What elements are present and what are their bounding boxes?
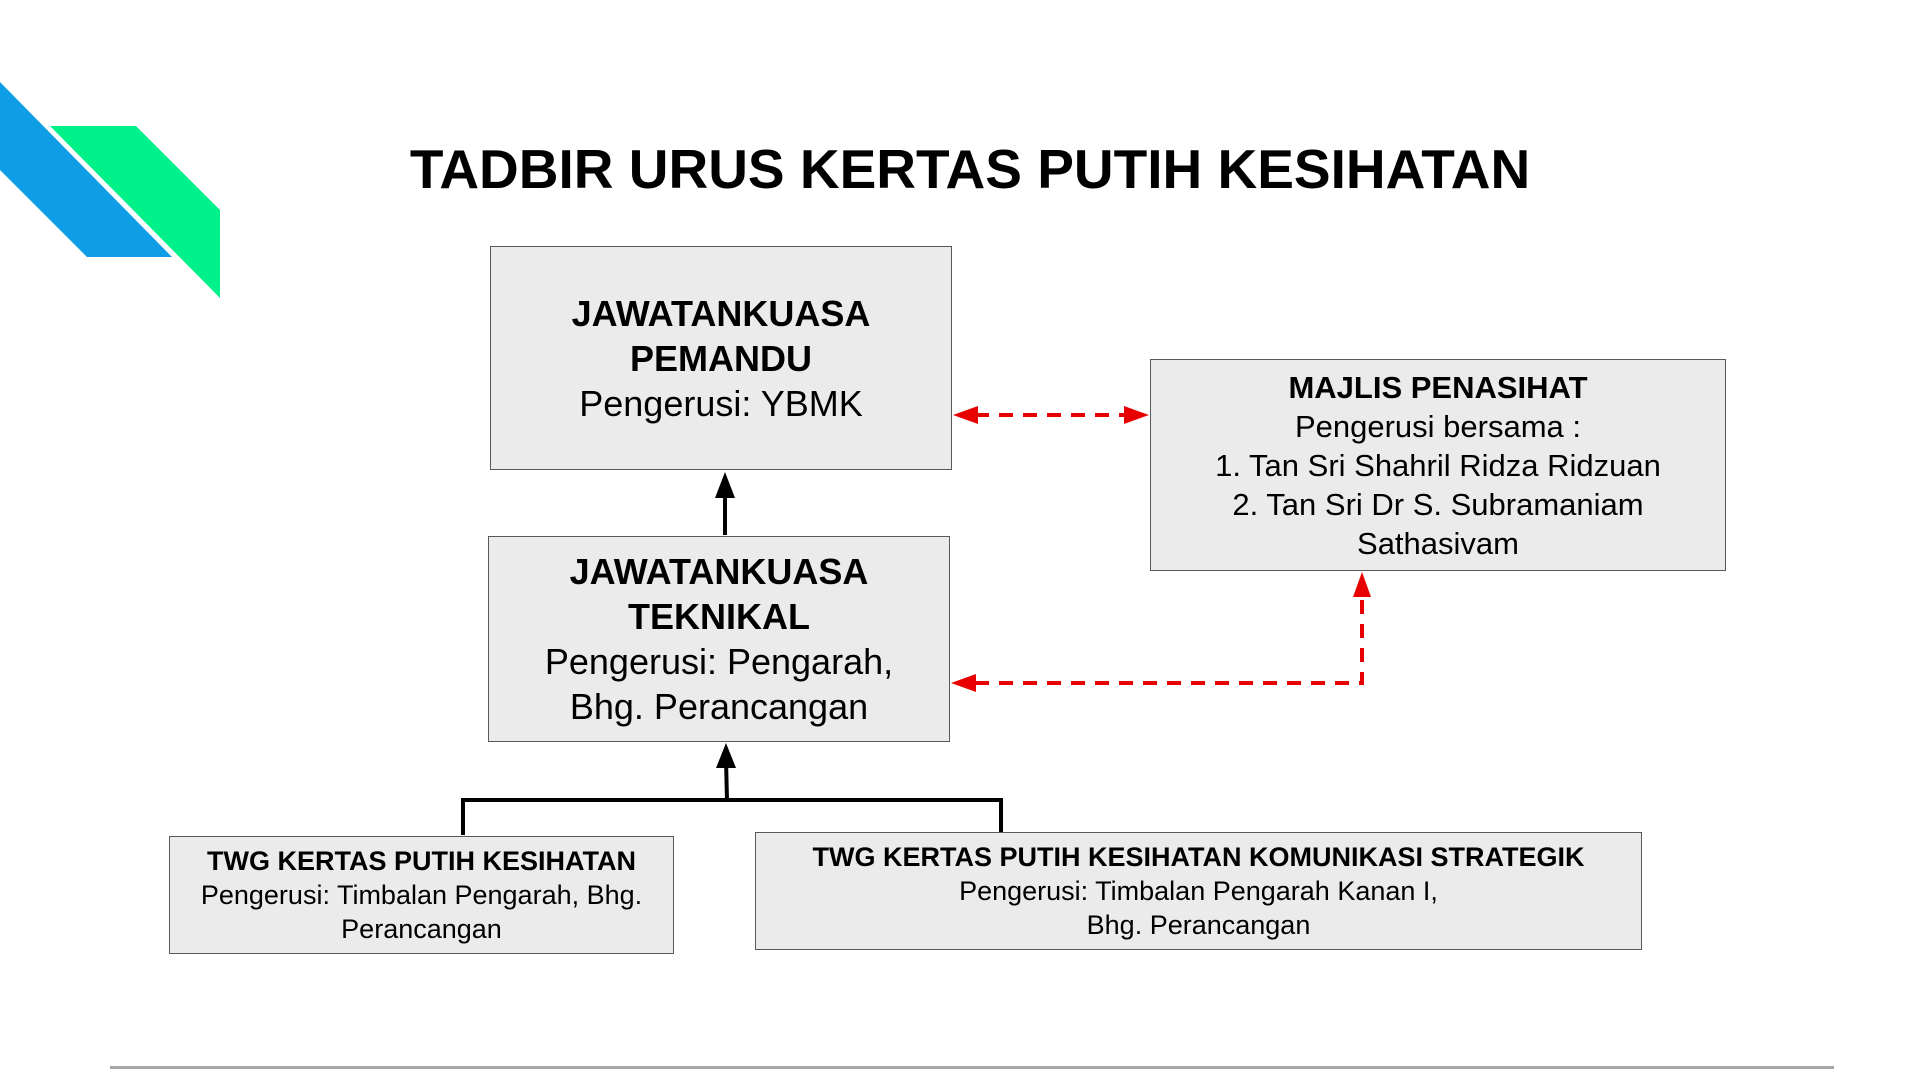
twg-health-box bbox=[169, 836, 674, 954]
footer-divider bbox=[110, 1066, 1834, 1069]
steering-committee-chair: Pengerusi: YBMK bbox=[579, 382, 863, 424]
twg-health-heading: TWG KERTAS PUTIH KESIHATAN bbox=[207, 846, 636, 876]
steering-committee-heading: JAWATANKUASA PEMANDU bbox=[571, 292, 871, 379]
twg-comms-chair-line2: Bhg. Perancangan bbox=[1086, 910, 1311, 940]
advisory-council-heading: MAJLIS PENASIHAT bbox=[1288, 369, 1588, 405]
advisory-council-member: 2. Tan Sri Dr S. Subramaniam bbox=[1232, 486, 1644, 522]
technical-committee-box bbox=[488, 536, 950, 742]
advisory-council-member: Sathasivam bbox=[1357, 525, 1519, 561]
advisory-council-chair: Pengerusi bersama : bbox=[1294, 408, 1582, 444]
page-title: TADBIR URUS KERTAS PUTIH KESIHATAN bbox=[409, 138, 1531, 200]
advisory-council-box bbox=[1150, 359, 1726, 571]
twg-health-chair: Pengerusi: Timbalan Pengarah, Bhg. Perancangan bbox=[200, 880, 643, 944]
twg-comms-chair-line1: Pengerusi: Timbalan Pengarah Kanan I, bbox=[959, 876, 1438, 906]
advisory-council-member: 1. Tan Sri Shahril Ridza Ridzuan bbox=[1215, 447, 1661, 483]
technical-committee-chair: Pengerusi: Pengarah, Bhg. Perancangan bbox=[544, 641, 894, 727]
connector-technical-to-steering bbox=[715, 472, 735, 535]
twg-comms-heading: TWG KERTAS PUTIH KESIHATAN KOMUNIKASI STRATEGIK bbox=[812, 842, 1585, 872]
connector-steering-advisory bbox=[953, 406, 1149, 424]
twg-comms-box bbox=[755, 832, 1642, 950]
technical-committee-heading: JAWATANKUASA TEKNIKAL bbox=[569, 551, 869, 637]
steering-committee-box bbox=[490, 246, 952, 470]
connector-technical-advisory bbox=[951, 572, 1371, 692]
connector-twgs-to-technical bbox=[463, 743, 1001, 835]
